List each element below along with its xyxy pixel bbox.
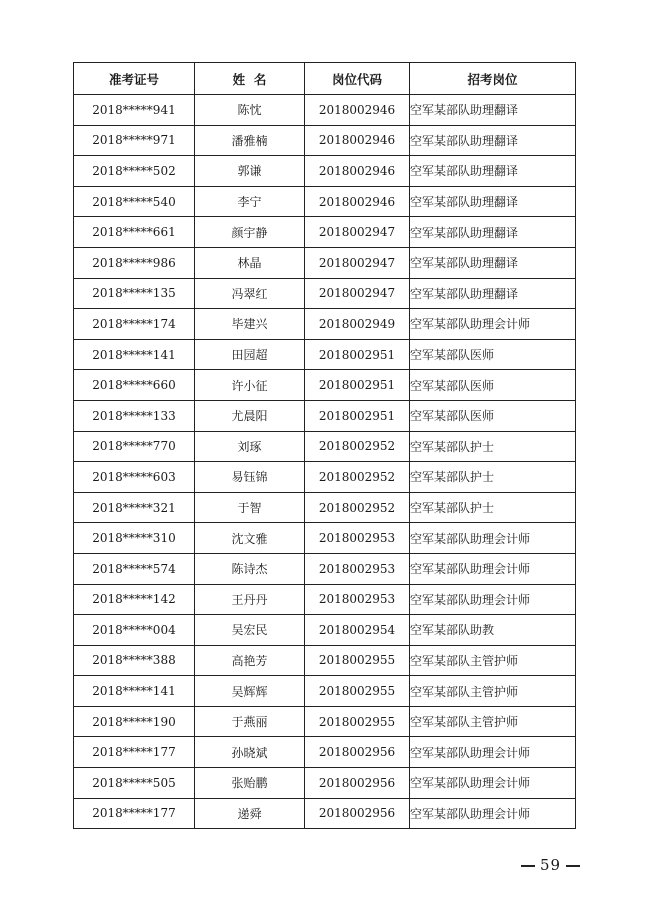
cell-exam-no: 2018*****004 [74, 615, 195, 646]
table-row [74, 186, 576, 217]
cell-position-code: 2018002951 [305, 370, 410, 401]
cell-name: 张贻鹏 [195, 768, 305, 799]
cell-exam-no: 2018*****770 [74, 431, 195, 462]
cell-exam-no: 2018*****574 [74, 553, 195, 584]
cell-name: 吴辉辉 [195, 676, 305, 707]
cell-name: 尤晨阳 [195, 400, 305, 431]
cell-exam-no: 2018*****190 [74, 706, 195, 737]
cell-position: 空军某部队助理会计师 [410, 768, 576, 799]
cell-position-code: 2018002946 [305, 186, 410, 217]
cell-name: 于智 [195, 492, 305, 523]
cell-exam-no: 2018*****603 [74, 462, 195, 493]
cell-position-code: 2018002946 [305, 156, 410, 187]
page-number-value: 59 [540, 856, 562, 874]
cell-name: 陈忱 [195, 95, 305, 126]
cell-name: 颜宇静 [195, 217, 305, 248]
cell-exam-no: 2018*****135 [74, 278, 195, 309]
header-exam-no: 准考证号 [74, 63, 195, 95]
table-row [74, 798, 576, 829]
cell-name: 沈文雅 [195, 523, 305, 554]
cell-exam-no: 2018*****141 [74, 339, 195, 370]
cell-exam-no: 2018*****986 [74, 247, 195, 278]
cell-exam-no: 2018*****310 [74, 523, 195, 554]
cell-position-code: 2018002953 [305, 553, 410, 584]
header-name: 姓 名 [195, 63, 305, 95]
cell-exam-no: 2018*****660 [74, 370, 195, 401]
table-row [74, 615, 576, 646]
table-body [74, 95, 576, 829]
cell-position: 空军某部队助理会计师 [410, 584, 576, 615]
table-row [74, 278, 576, 309]
cell-position: 空军某部队主管护师 [410, 706, 576, 737]
cell-position: 空军某部队助理翻译 [410, 247, 576, 278]
cell-position-code: 2018002946 [305, 125, 410, 156]
cell-name: 潘雅楠 [195, 125, 305, 156]
cell-exam-no: 2018*****141 [74, 676, 195, 707]
cell-position: 空军某部队助理会计师 [410, 798, 576, 829]
cell-position-code: 2018002953 [305, 584, 410, 615]
cell-position-code: 2018002955 [305, 645, 410, 676]
cell-position: 空军某部队助理会计师 [410, 553, 576, 584]
cell-position-code: 2018002952 [305, 431, 410, 462]
cell-position-code: 2018002954 [305, 615, 410, 646]
header-row [74, 63, 576, 95]
cell-name: 李宁 [195, 186, 305, 217]
cell-name: 冯翠红 [195, 278, 305, 309]
cell-position: 空军某部队医师 [410, 370, 576, 401]
candidate-table [73, 62, 576, 829]
cell-position: 空军某部队医师 [410, 339, 576, 370]
cell-position: 空军某部队助理翻译 [410, 156, 576, 187]
cell-exam-no: 2018*****177 [74, 798, 195, 829]
cell-position-code: 2018002947 [305, 278, 410, 309]
cell-exam-no: 2018*****174 [74, 309, 195, 340]
table-row [74, 431, 576, 462]
cell-name: 田园超 [195, 339, 305, 370]
cell-name: 毕建兴 [195, 309, 305, 340]
cell-position: 空军某部队助理翻译 [410, 186, 576, 217]
cell-position-code: 2018002951 [305, 400, 410, 431]
cell-position: 空军某部队助理翻译 [410, 125, 576, 156]
cell-exam-no: 2018*****321 [74, 492, 195, 523]
cell-position: 空军某部队主管护师 [410, 676, 576, 707]
table-row [74, 737, 576, 768]
table-row [74, 95, 576, 126]
page-number [516, 856, 585, 874]
table-row [74, 309, 576, 340]
header-position-code: 岗位代码 [305, 63, 410, 95]
header-position: 招考岗位 [410, 63, 576, 95]
dash-right [566, 865, 580, 866]
cell-position-code: 2018002955 [305, 706, 410, 737]
table-row [74, 339, 576, 370]
table-row [74, 645, 576, 676]
cell-name: 递舜 [195, 798, 305, 829]
cell-position: 空军某部队护士 [410, 462, 576, 493]
cell-position: 空军某部队医师 [410, 400, 576, 431]
cell-position-code: 2018002956 [305, 768, 410, 799]
cell-position: 空军某部队助理翻译 [410, 217, 576, 248]
cell-exam-no: 2018*****142 [74, 584, 195, 615]
cell-exam-no: 2018*****941 [74, 95, 195, 126]
cell-exam-no: 2018*****971 [74, 125, 195, 156]
table-row [74, 400, 576, 431]
table-row [74, 492, 576, 523]
cell-position-code: 2018002947 [305, 247, 410, 278]
cell-position-code: 2018002956 [305, 798, 410, 829]
table-row [74, 370, 576, 401]
cell-name: 吴宏民 [195, 615, 305, 646]
table-header [74, 63, 576, 95]
cell-position: 空军某部队护士 [410, 492, 576, 523]
cell-position-code: 2018002952 [305, 462, 410, 493]
cell-exam-no: 2018*****177 [74, 737, 195, 768]
dash-left [521, 865, 535, 866]
table-row [74, 125, 576, 156]
cell-position-code: 2018002949 [305, 309, 410, 340]
cell-name: 陈诗杰 [195, 553, 305, 584]
cell-position-code: 2018002953 [305, 523, 410, 554]
cell-position-code: 2018002956 [305, 737, 410, 768]
cell-name: 王丹丹 [195, 584, 305, 615]
cell-name: 许小征 [195, 370, 305, 401]
table-row [74, 768, 576, 799]
cell-position: 空军某部队助理会计师 [410, 737, 576, 768]
cell-position: 空军某部队助理会计师 [410, 523, 576, 554]
table-row [74, 156, 576, 187]
cell-name: 郭谦 [195, 156, 305, 187]
table-row [74, 584, 576, 615]
cell-position-code: 2018002955 [305, 676, 410, 707]
cell-position: 空军某部队助教 [410, 615, 576, 646]
cell-position: 空军某部队助理翻译 [410, 278, 576, 309]
table-row [74, 462, 576, 493]
cell-exam-no: 2018*****505 [74, 768, 195, 799]
cell-exam-no: 2018*****502 [74, 156, 195, 187]
table-row [74, 247, 576, 278]
cell-name: 高艳芳 [195, 645, 305, 676]
table-row [74, 676, 576, 707]
cell-exam-no: 2018*****661 [74, 217, 195, 248]
cell-name: 于燕丽 [195, 706, 305, 737]
cell-name: 刘琢 [195, 431, 305, 462]
table-row [74, 523, 576, 554]
table-row [74, 706, 576, 737]
cell-position-code: 2018002946 [305, 95, 410, 126]
table-row [74, 217, 576, 248]
cell-position: 空军某部队助理翻译 [410, 95, 576, 126]
cell-name: 林晶 [195, 247, 305, 278]
cell-position: 空军某部队助理会计师 [410, 309, 576, 340]
cell-name: 孙晓斌 [195, 737, 305, 768]
cell-exam-no: 2018*****388 [74, 645, 195, 676]
cell-exam-no: 2018*****540 [74, 186, 195, 217]
table-row [74, 553, 576, 584]
cell-position-code: 2018002952 [305, 492, 410, 523]
cell-position-code: 2018002951 [305, 339, 410, 370]
cell-name: 易钰锦 [195, 462, 305, 493]
cell-position-code: 2018002947 [305, 217, 410, 248]
cell-position: 空军某部队主管护师 [410, 645, 576, 676]
cell-position: 空军某部队护士 [410, 431, 576, 462]
cell-exam-no: 2018*****133 [74, 400, 195, 431]
